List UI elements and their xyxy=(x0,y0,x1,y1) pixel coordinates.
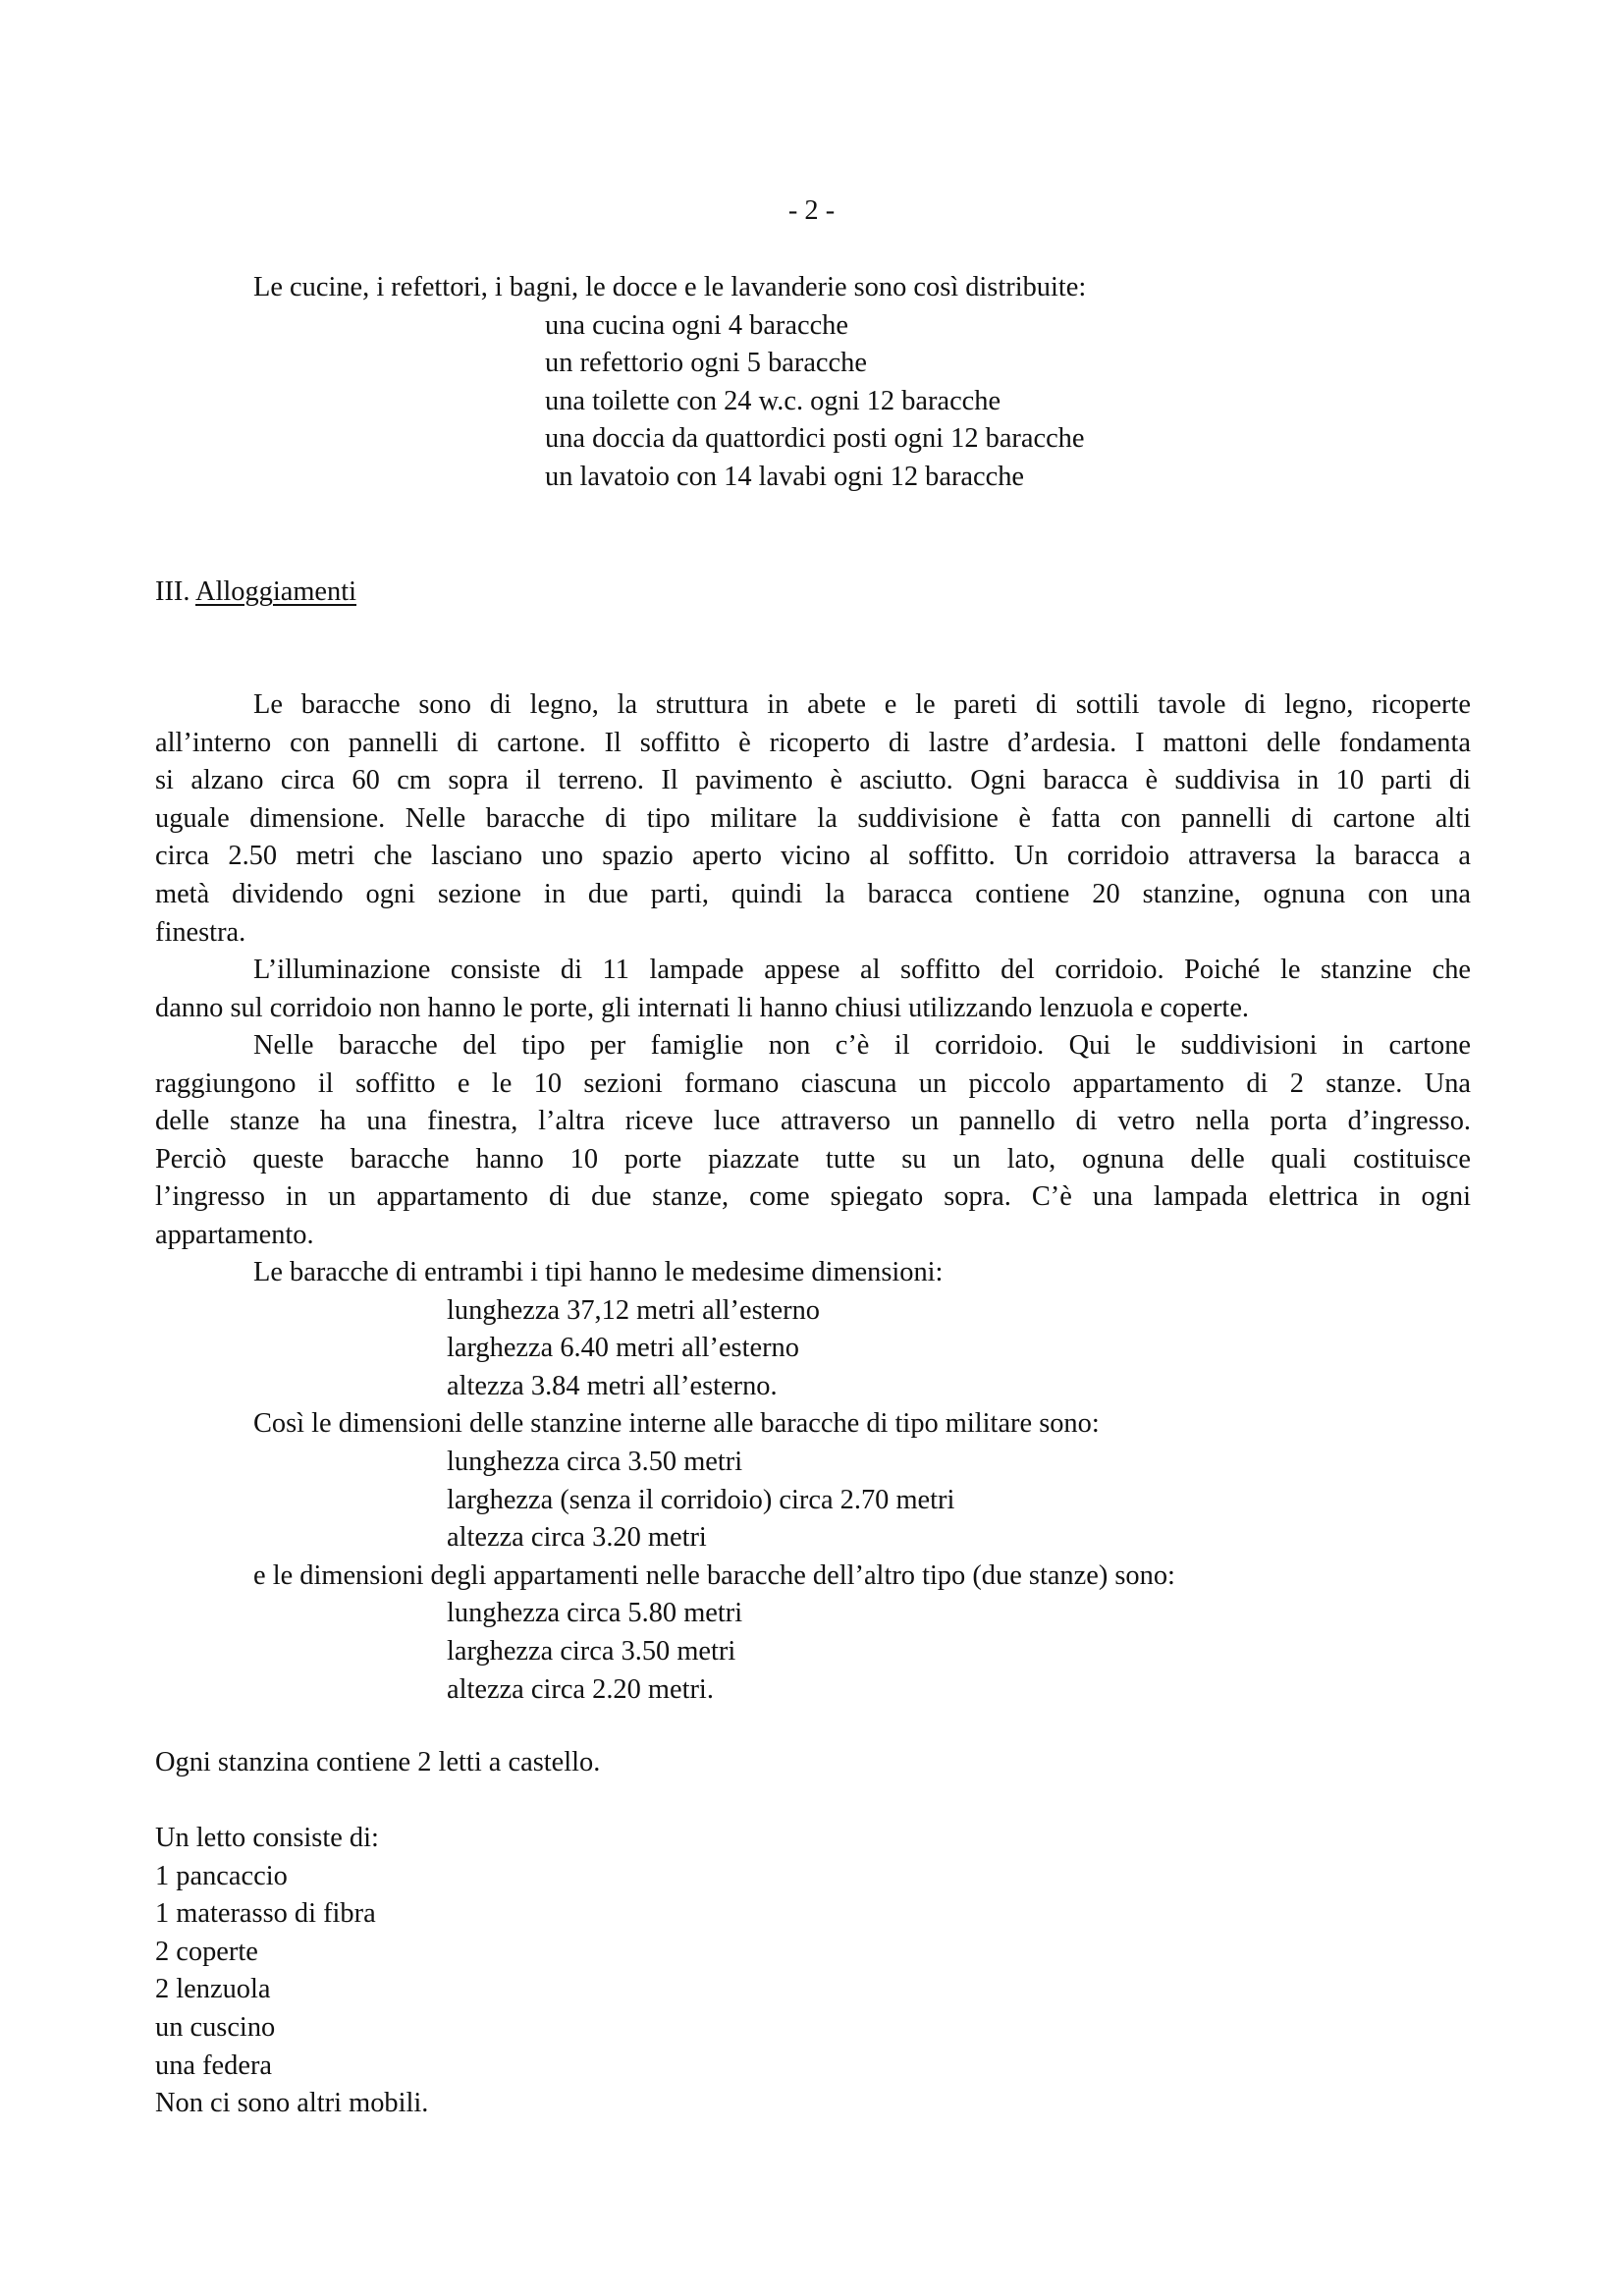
distribution-intro: Le cucine, i refettori, i bagni, le docce e le lavanderie sono così distribuite: xyxy=(253,272,1087,302)
bed-item: un cuscino xyxy=(155,2011,276,2043)
dimensions-section xyxy=(155,1254,1471,1709)
distribution-section xyxy=(155,269,1471,497)
text-line: si alzano circa 60 cm sopra il terreno. Il pavimento è asciutto. Ogni baracca è suddivisa in 10 parti di xyxy=(155,765,1471,796)
dimension-item: lunghezza circa 5.80 metri xyxy=(447,1598,743,1629)
text-line: delle stanze ha una finestra, l’altra riceve luce attraverso un pannello di vetro nella porta d’ingresso. xyxy=(155,1106,1471,1137)
dimensions-both-intro: Le baracche di entrambi i tipi hanno le medesime dimensioni: xyxy=(253,1257,944,1287)
text-line: all’interno con pannelli di cartone. Il soffitto è ricoperto di lastre d’ardesia. I mattoni delle fondamenta xyxy=(155,727,1471,758)
bed-intro: Un letto consiste di: xyxy=(155,1823,379,1853)
paragraph-construction xyxy=(155,686,1471,952)
section-title: Alloggiamenti xyxy=(195,576,357,607)
text-line: circa 2.50 metri che lasciano uno spazio aperto vicino al soffitto. Un corridoio attraversa la baracca a xyxy=(155,841,1471,872)
dimension-item: larghezza (senza il corridoio) circa 2.70 metri xyxy=(447,1484,955,1515)
bed-item: 1 materasso di fibra xyxy=(155,1898,376,1930)
dimensions-family-intro: e le dimensioni degli appartamenti nelle baracche dell’altro tipo (due stanze) sono: xyxy=(253,1559,1175,1591)
bed-item: 2 lenzuola xyxy=(155,1974,271,2005)
text-line: l’ingresso in un appartamento di due stanze, come spiegato sopra. C’è una lampada elettrica in ogni xyxy=(155,1181,1471,1213)
text-line: Le baracche sono di legno, la struttura in abete e le pareti di sottili tavole di legno, ricoperte xyxy=(253,689,1471,720)
paragraph-lighting xyxy=(155,952,1471,1027)
text-line: uguale dimensione. Nelle baracche di tipo militare la suddivisione è fatta con pannelli di cartone alti xyxy=(155,802,1471,834)
dimension-item: larghezza circa 3.50 metri xyxy=(447,1635,736,1667)
dimension-item: larghezza 6.40 metri all’esterno xyxy=(447,1333,799,1364)
dimension-item: altezza 3.84 metri all’esterno. xyxy=(447,1370,778,1401)
dimension-item: altezza circa 3.20 metri xyxy=(447,1522,707,1554)
bed-closing: Non ci sono altri mobili. xyxy=(155,2088,429,2119)
page-number: - 2 - xyxy=(787,195,836,226)
text-line: raggiungono il soffitto e le 10 sezioni formano ciascuna un piccolo appartamento di 2 stanze. Una xyxy=(155,1067,1471,1099)
distribution-item: un lavatoio con 14 lavabi ogni 12 baracche xyxy=(545,461,1024,492)
text-line: Perciò queste baracche hanno 10 porte piazzate tutte su un lato, ognuna delle quali costituisce xyxy=(155,1143,1471,1175)
distribution-item: una toilette con 24 w.c. ogni 12 baracche xyxy=(545,385,1001,416)
dimension-item: lunghezza 37,12 metri all’esterno xyxy=(447,1294,820,1326)
text-line: finestra. xyxy=(155,916,246,948)
dimension-item: lunghezza circa 3.50 metri xyxy=(447,1446,743,1477)
distribution-item: un refettorio ogni 5 baracche xyxy=(545,348,867,379)
text-line: danno sul corridoio non hanno le porte, gli internati li hanno chiusi utilizzando lenzuola e coperte. xyxy=(155,992,1250,1023)
distribution-item: una doccia da quattordici posti ogni 12 baracche xyxy=(545,423,1085,455)
bed-item: 1 pancaccio xyxy=(155,1860,288,1891)
section-heading xyxy=(155,574,1471,612)
dimensions-military-intro: Così le dimensioni delle stanzine interne alle baracche di tipo militare sono: xyxy=(253,1408,1100,1440)
dimension-item: altezza circa 2.20 metri. xyxy=(447,1673,714,1705)
bed-contents-section xyxy=(155,1820,1471,2123)
text-line: Nelle baracche del tipo per famiglie non c’è il corridoio. Qui le suddivisioni in cartone xyxy=(253,1030,1471,1061)
beds-statement: Ogni stanzina contiene 2 letti a castello. xyxy=(155,1747,601,1777)
bed-item: 2 coperte xyxy=(155,1936,258,1967)
section-number: III. xyxy=(155,576,190,607)
paragraph-family-barracks xyxy=(155,1027,1471,1255)
distribution-item: una cucina ogni 4 baracche xyxy=(545,309,848,341)
text-line: L’illuminazione consiste di 11 lampade appese al soffitto del corridoio. Poiché le stanzine che xyxy=(253,955,1471,985)
text-line: appartamento. xyxy=(155,1219,314,1250)
bed-item: una federa xyxy=(155,2050,272,2081)
text-line: metà dividendo ogni sezione in due parti, quindi la baracca contiene 20 stanzine, ognuna con una xyxy=(155,878,1471,909)
